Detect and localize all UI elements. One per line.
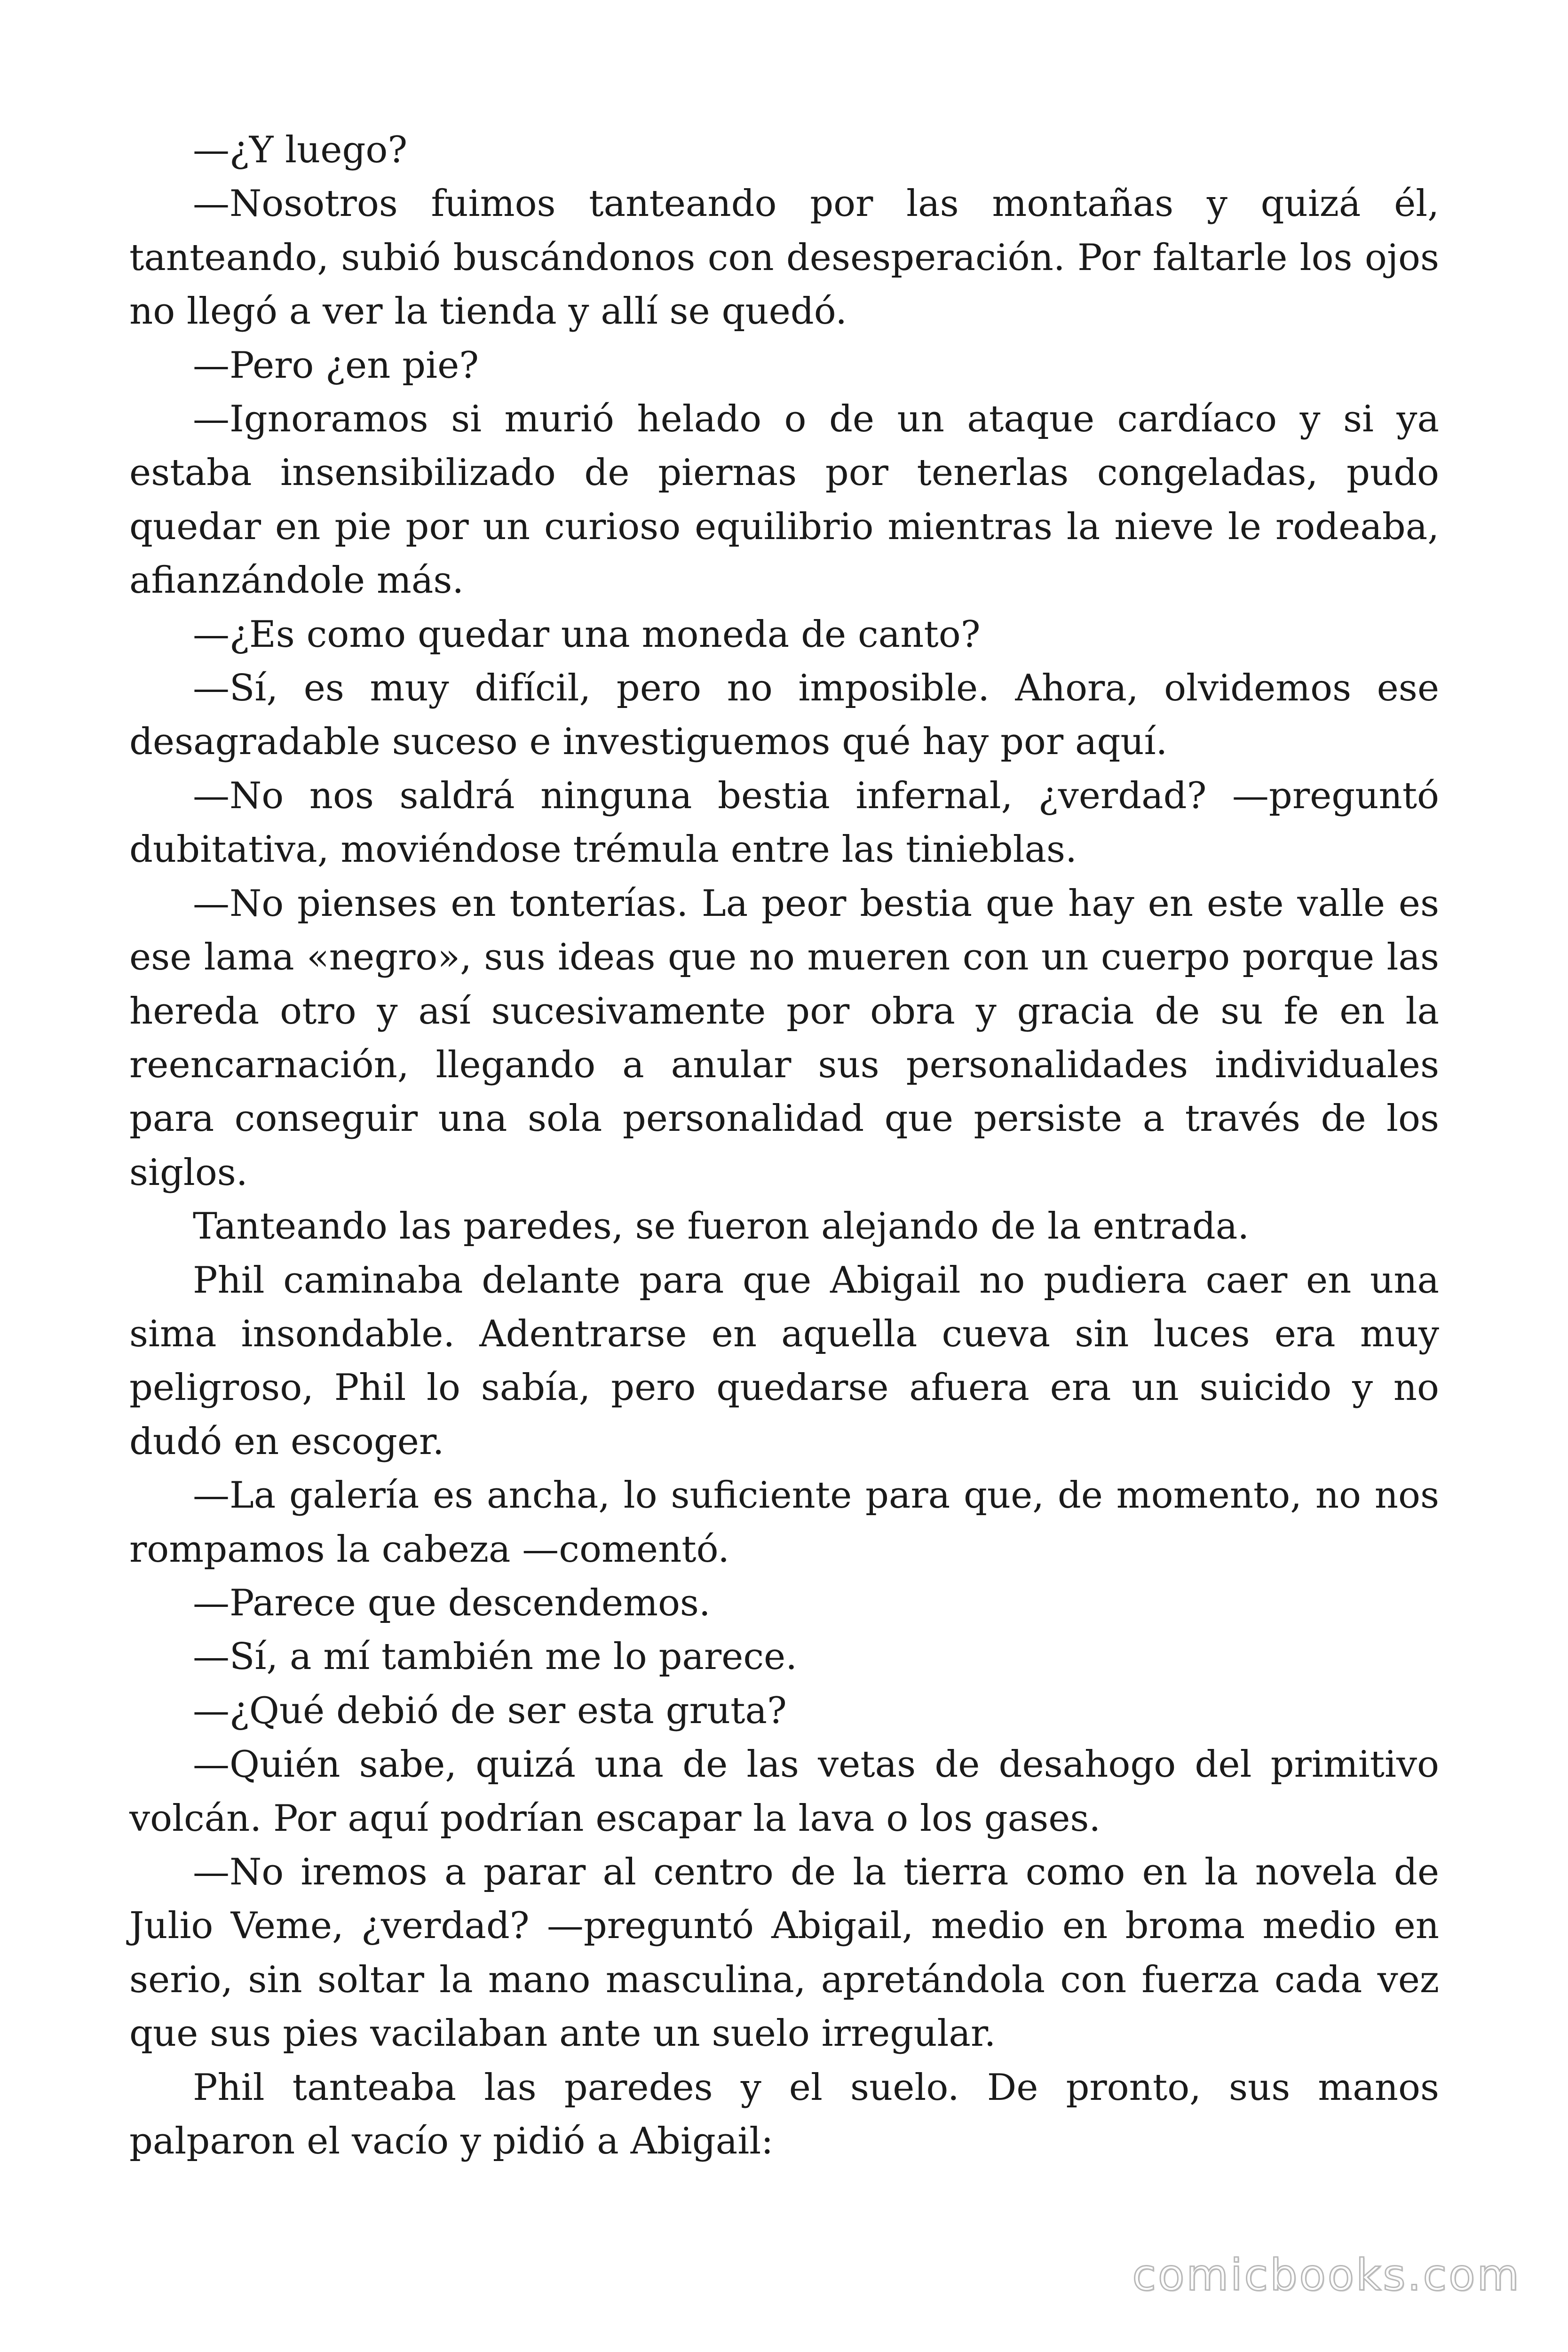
paragraph: —¿Qué debió de ser esta gruta? <box>193 1689 787 1732</box>
paragraph: —No pienses en tonterías. La peor bestia que hay en este valle es ese lama «negro», sus ideas que no mueren con un cuerpo porque las hereda otro y así sucesivamente por obra y gracia de su fe en la reencarnación, llegando a anular sus personalidades individuales para conseguir una sola personalidad que persiste a través de los siglos. <box>129 882 1439 1194</box>
paragraph: —¿Es como quedar una moneda de canto? <box>193 613 981 656</box>
watermark: comicbooks.com <box>1132 2250 1521 2300</box>
paragraph: —Quién sabe, quizá una de las vetas de desahogo del primitivo volcán. Por aquí podrían escapar la lava o los gases. <box>129 1743 1439 1840</box>
paragraph: Tanteando las paredes, se fueron alejando de la entrada. <box>193 1205 1250 1248</box>
paragraph: —La galería es ancha, lo suficiente para que, de momento, no nos rompamos la cabeza —comentó. <box>129 1474 1439 1571</box>
paragraph: —Pero ¿en pie? <box>193 344 479 387</box>
paragraph: Phil caminaba delante para que Abigail no pudiera caer en una sima insondable. Adentrarse en aquella cueva sin luces era muy peligroso, Phil lo sabía, pero quedarse afuera era un suicido y no dudó en escoger. <box>129 1259 1439 1463</box>
paragraph: —¿Y luego? <box>193 129 408 171</box>
paragraph: —No nos saldrá ninguna bestia infernal, ¿verdad? —preguntó dubitativa, moviéndose trémula entre las tinieblas. <box>129 774 1439 871</box>
paragraph: —Sí, es muy difícil, pero no imposible. Ahora, olvidemos ese desagradable suceso e investiguemos qué hay por aquí. <box>129 667 1439 763</box>
paragraph: —Nosotros fuimos tanteando por las montañas y quizá él, tanteando, subió buscándonos con desesperación. Por faltarle los ojos no llegó a ver la tienda y allí se quedó. <box>129 183 1439 333</box>
paragraph: Phil tanteaba las paredes y el suelo. De pronto, sus manos palparon el vacío y pidió a Abigail: <box>129 2066 1439 2163</box>
paragraph: —Ignoramos si murió helado o de un ataque cardíaco y si ya estaba insensibilizado de piernas por tenerlas congeladas, pudo quedar en pie por un curioso equilibrio mientras la nieve le rodeaba, afianzándole más. <box>129 398 1439 602</box>
body-text <box>129 123 1439 2168</box>
paragraph: —Sí, a mí también me lo parece. <box>193 1636 797 1678</box>
paragraph: —Parece que descendemos. <box>193 1581 711 1624</box>
paragraph: —No iremos a parar al centro de la tierra como en la novela de Julio Veme, ¿verdad? —preguntó Abigail, medio en broma medio en serio, sin soltar la mano masculina, apretándola con fuerza cada vez que sus pies vacilaban ante un suelo irregular. <box>129 1851 1439 2055</box>
